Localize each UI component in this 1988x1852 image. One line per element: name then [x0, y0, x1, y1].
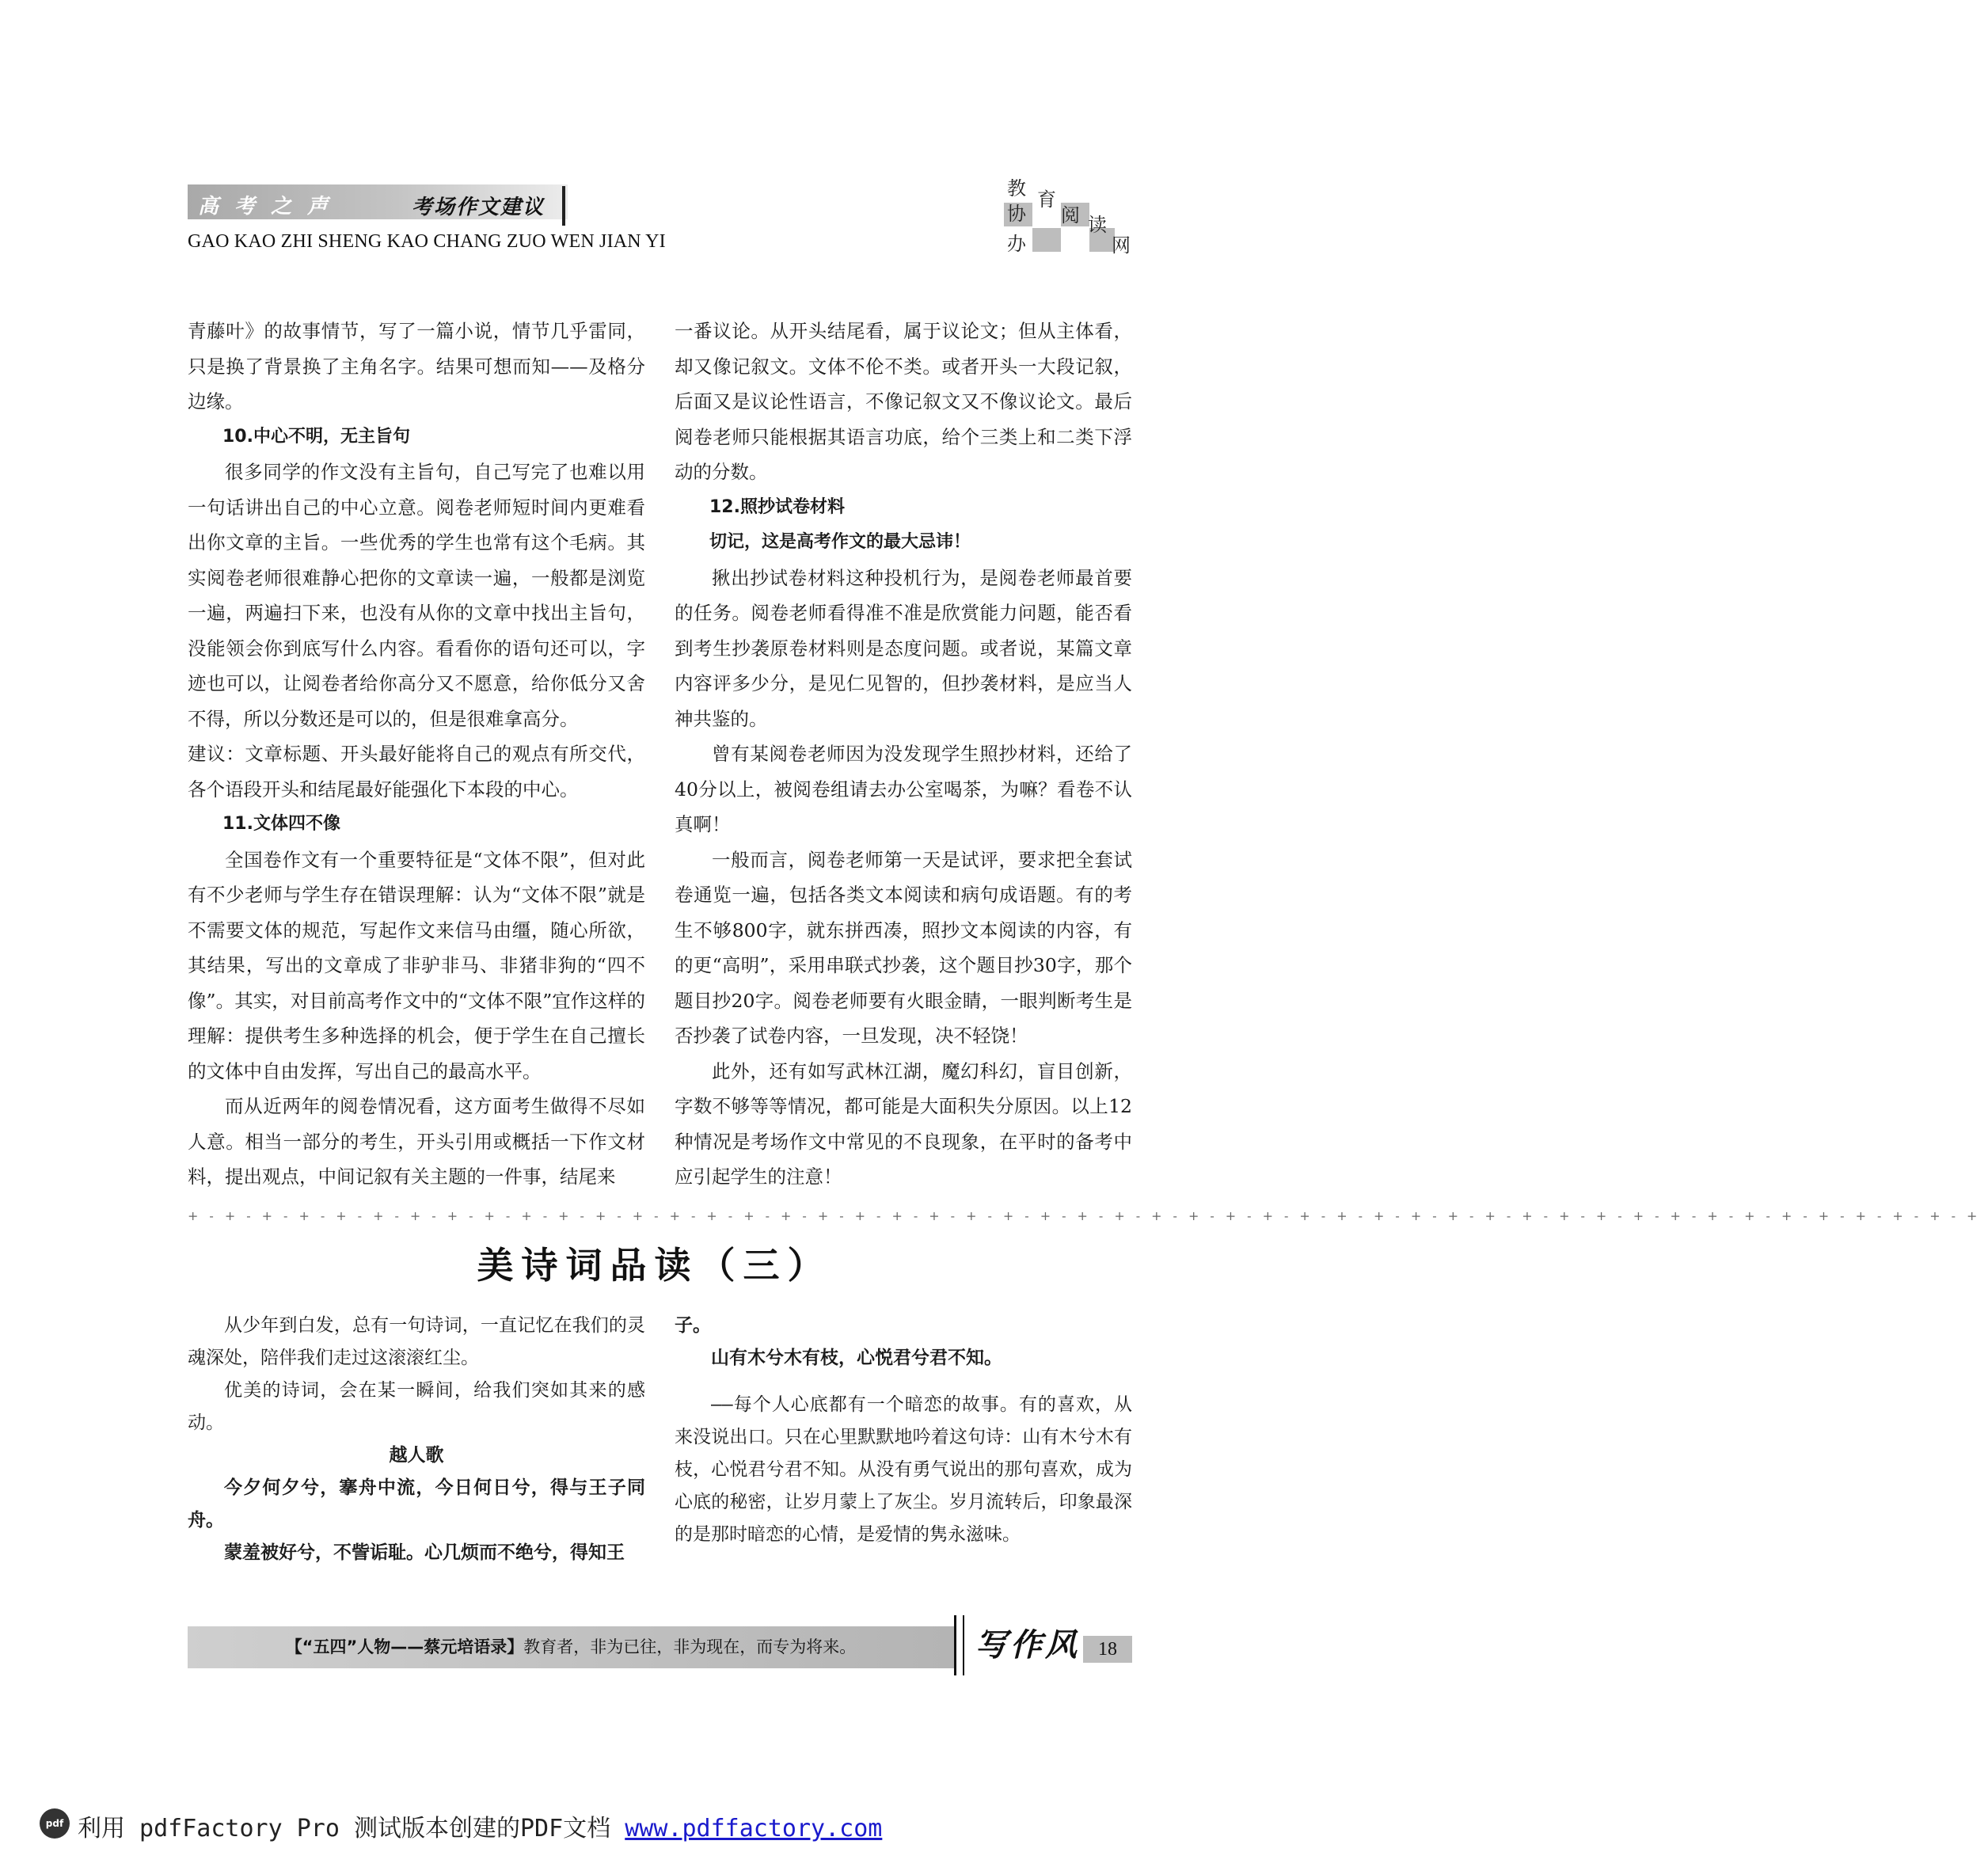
header-pinyin: GAO KAO ZHI SHENG KAO CHANG ZUO WEN JIAN YI — [188, 231, 666, 252]
column-title: 考场作文建议 — [412, 196, 545, 219]
paragraph: 而从近两年的阅卷情况看，这方面考生做得不尽如人意。相当一部分的考生，开头引用或概括一下作文材料，提出观点，中间记叙有关主题的一件事，结尾来 — [188, 1095, 645, 1188]
section-heading: 10.中心不明，无主旨句 — [222, 426, 410, 447]
magazine-logo: 写作风 — [975, 1626, 1080, 1664]
logo-char: 读 — [1088, 214, 1107, 236]
poem-column-right — [675, 1310, 1132, 1551]
poem-line: 子。 — [675, 1315, 711, 1336]
section-title: 美诗词品读（三） — [477, 1244, 832, 1287]
section-divider: +-+-+-+-+-+-+-+-+-+-+-+-+-+-+-+-+-+-+-+-+-+-+-+-+-+-+-+-+-+-+-+-+-+-+-+-+-+-+-+-+-+-+-+-+-+-+-+-+ — [188, 1208, 1988, 1223]
paragraph: 曾有某阅卷老师因为没发现学生照抄材料，还给了40分以上，被阅卷组请去办公室喝茶，为嘛？看卷不认真啊！ — [675, 743, 1132, 835]
site-logo — [1004, 173, 1131, 260]
poem-line: 山有木兮木有枝，心悦君兮君不知。 — [711, 1348, 1002, 1368]
article-column-left — [188, 314, 645, 1195]
paragraph: 建议：文章标题、开头最好能将自己的观点有所交代，各个语段开头和结尾最好能强化下本段的中心。 — [188, 743, 645, 801]
logo-char: 办 — [1007, 233, 1026, 255]
poem-line: 蒙羞被好兮，不訾诟耻。心几烦而不绝兮，得知王 — [224, 1542, 625, 1563]
logo-char: 教 — [1007, 177, 1026, 200]
paragraph: 一般而言，阅卷老师第一天是试评，要求把全套试卷通览一遍，包括各类文本阅读和病句成语题。有的考生不够800字，就东拼西凑，照抄文本阅读的内容，有的更“高明”，采用串联式抄袭，这个题目抄30字，那个题目抄20字。阅卷老师要有火眼金睛，一眼判断考生是否抄袭了试卷内容，一旦发现，决不轻饶！ — [675, 848, 1132, 1047]
paragraph: 青藤叶》的故事情节，写了一篇小说，情节几乎雷同，只是换了背景换了主角名字。结果可想而知——及格分边缘。 — [188, 320, 645, 413]
logo-char: 阅 — [1061, 204, 1080, 226]
paragraph: 此外，还有如写武林江湖，魔幻科幻，盲目创新，字数不够等等情况，都可能是大面积失分原因。以上12种情况是考场作文中常见的不良现象，在平时的备考中应引起学生的注意！ — [675, 1059, 1132, 1188]
poem-column-left — [188, 1310, 645, 1569]
paragraph: 一番议论。从开头结尾看，属于议论文；但从主体看，却又像记叙文。文体不伦不类。或者开头一大段记叙，后面又是议论性语言，不像记叙文又不像议论文。最后阅卷老师只能根据其语言功底，给个三类上和二类下浮动的分数。 — [675, 320, 1132, 483]
watermark-text — [78, 1808, 882, 1843]
logo-char: 协 — [1007, 203, 1026, 225]
footer-quote — [188, 1626, 954, 1668]
section-heading: 12.照抄试卷材料 — [709, 496, 845, 517]
section-label: 高考之声 — [198, 195, 344, 219]
logo-char: 育 — [1037, 188, 1056, 211]
paragraph: 很多同学的作文没有主旨句，自己写完了也难以用一句话讲出自己的中心立意。阅卷老师短时间内更难看出你文章的主旨。一些优秀的学生也常有这个毛病。其实阅卷老师很难静心把你的文章读一遍，一般都是浏览一遍，两遍扫下来，也没有从你的文章中找出主旨句，没能领会你到底写什么内容。看看你的语句还可以，字迹也可以，让阅卷者给你高分又不愿意，给你低分又舍不得，所以分数还是可以的，但是很难拿高分。 — [188, 461, 645, 730]
page-number: 18 — [1083, 1636, 1132, 1663]
footer-divider — [954, 1615, 964, 1675]
pdf-icon: pdf — [40, 1808, 70, 1839]
paragraph: ——每个人心底都有一个暗恋的故事。有的喜欢，从来没说出口。只在心里默默地吟着这句诗：山有木兮木有枝，心悦君兮君不知。从没有勇气说出的那句喜欢，成为心底的秘密，让岁月蒙上了灰尘。岁月流转后，印象最深的是那时暗恋的心情，是爱情的隽永滋味。 — [675, 1394, 1132, 1545]
paragraph: 从少年到白发，总有一句诗词，一直记忆在我们的灵魂深处，陪伴我们走过这滚滚红尘。 — [188, 1315, 645, 1368]
footer-quote-tag: 【“五四”人物——蔡元培语录】 — [285, 1637, 524, 1656]
header-divider — [562, 186, 565, 226]
article-column-right — [675, 314, 1132, 1195]
logo-char: 网 — [1112, 234, 1131, 257]
watermark-link[interactable]: www.pdffactory.com — [625, 1815, 883, 1842]
paragraph: 全国卷作文有一个重要特征是“文体不限”，但对此有不少老师与学生存在错误理解：认为“文体不限”就是不需要文体的规范，写起作文来信马由缰，随心所欲，其结果，写出的文章成了非驴非马、非猪非狗的“四不像”。其实，对目前高考作文中的“文体不限”宜作这样的理解：提供考生多种选择的机会，便于学生在自己擅长的文体中自由发挥，写出自己的最高水平。 — [188, 848, 645, 1082]
watermark-prefix: 利用 pdfFactory Pro 测试版本创建的PDF文档 — [78, 1815, 625, 1842]
poem-line: 今夕何夕兮，搴舟中流，今日何日兮，得与王子同舟。 — [188, 1477, 645, 1531]
emphasis-line: 切记，这是高考作文的最大忌讳！ — [709, 532, 971, 552]
paragraph: 揪出抄试卷材料这种投机行为，是阅卷老师最首要的任务。阅卷老师看得准不准是欣赏能力问题，能否看到考生抄袭原卷材料则是态度问题。或者说，某篇文章内容评多少分，是见仁见智的，但抄袭材料，是应当人神共鉴的。 — [675, 566, 1132, 730]
footer-quote-text: 教育者，非为已往，非为现在，而专为将来。 — [523, 1637, 857, 1656]
poem-title: 越人歌 — [389, 1445, 444, 1466]
section-heading: 11.文体四不像 — [222, 814, 340, 834]
paragraph: 优美的诗词，会在某一瞬间，给我们突如其来的感动。 — [188, 1380, 645, 1433]
